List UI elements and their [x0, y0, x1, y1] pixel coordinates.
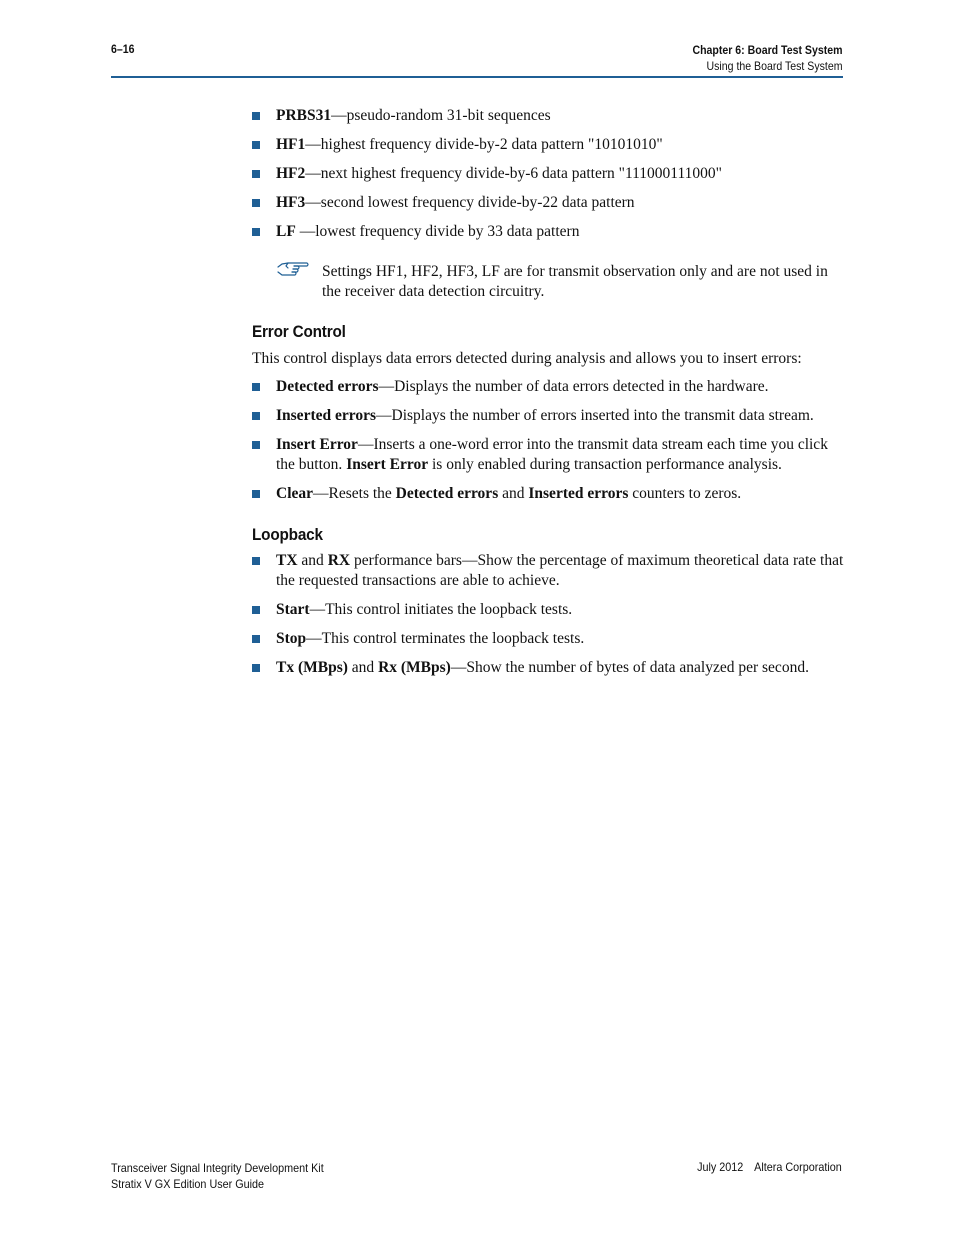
footer-line-2: Stratix V GX Edition User Guide — [111, 1177, 265, 1191]
footer-line-1: Transceiver Signal Integrity Development Kit — [111, 1161, 324, 1175]
header-rule — [111, 76, 843, 78]
bullet-icon — [252, 141, 260, 149]
error-control-list — [252, 377, 844, 504]
pointing-hand-icon — [276, 259, 310, 281]
footer-date: July 2012 — [697, 1160, 744, 1174]
description: —pseudo-random 31-bit sequences — [331, 107, 551, 124]
loopback-list — [252, 551, 844, 678]
term: Detected errors — [395, 485, 499, 502]
list-item — [252, 629, 844, 649]
footer-company: Altera Corporation — [754, 1160, 842, 1174]
description: —This control terminates the loopback tests. — [306, 630, 585, 647]
term: Rx (MBps) — [378, 659, 451, 676]
term: Tx (MBps) — [276, 659, 348, 676]
bullet-icon — [252, 557, 260, 565]
list-item — [252, 484, 844, 504]
section-heading-loopback: Loopback — [252, 525, 323, 544]
list-item — [252, 377, 844, 397]
description: —Resets the — [313, 485, 396, 502]
description: —lowest frequency divide by 33 data pattern — [295, 223, 580, 240]
description: —second lowest frequency divide-by-22 data pattern — [305, 194, 635, 211]
description: —Displays the number of errors inserted into the transmit data stream. — [376, 407, 814, 424]
bullet-icon — [252, 228, 260, 236]
term: Stop — [276, 630, 307, 647]
term: HF2 — [276, 165, 306, 182]
term: Insert Error — [346, 456, 429, 473]
description: and — [297, 552, 328, 569]
page-number: 6–16 — [111, 42, 135, 56]
bullet-icon — [252, 412, 260, 420]
term: TX — [276, 552, 298, 569]
bullet-icon — [252, 664, 260, 672]
description: and — [498, 485, 529, 502]
term: RX — [327, 552, 351, 569]
description: —Inserts a one-word error into the transmit data stream each time you click the button. — [276, 436, 828, 473]
description: performance bars—Show the percentage of maximum theoretical data rate that the requested transactions are able to achieve. — [276, 552, 844, 589]
list-item — [252, 106, 844, 126]
section-intro: This control displays data errors detected during analysis and allows you to insert errors: — [252, 350, 802, 367]
pattern-list — [252, 106, 844, 242]
bullet-icon — [252, 441, 260, 449]
chapter-title: Chapter 6: Board Test System — [691, 43, 842, 57]
list-item — [252, 658, 844, 678]
description: —next highest frequency divide-by-6 data pattern "111000111000" — [305, 165, 722, 182]
section-title: Using the Board Test System — [706, 59, 842, 73]
list-item — [252, 600, 844, 620]
bullet-icon — [252, 490, 260, 498]
bullet-icon — [252, 112, 260, 120]
page-body — [252, 106, 844, 678]
term: Clear — [276, 485, 314, 502]
section-heading-error-control: Error Control — [252, 322, 346, 341]
description: counters to zeros. — [628, 485, 742, 502]
list-item — [252, 135, 844, 155]
running-header — [692, 42, 842, 74]
term: LF — [276, 223, 296, 240]
description: —Show the number of bytes of data analyzed per second. — [450, 659, 809, 676]
list-item — [252, 164, 844, 184]
note-text: Settings HF1, HF2, HF3, LF are for transmit observation only and are not used in the receiver data detection circuitry. — [322, 263, 828, 300]
description: —highest frequency divide-by-2 data pattern "10101010" — [305, 136, 663, 153]
bullet-icon — [252, 170, 260, 178]
note — [276, 262, 844, 302]
footer-document-title — [111, 1160, 324, 1192]
term: Insert Error — [276, 436, 358, 453]
term: Start — [276, 601, 310, 618]
term: PRBS31 — [276, 107, 332, 124]
term: Inserted errors — [528, 485, 629, 502]
footer-meta — [697, 1160, 842, 1174]
description: —This control initiates the loopback tests. — [309, 601, 573, 618]
list-item — [252, 193, 844, 213]
list-item — [252, 435, 844, 475]
list-item — [252, 222, 844, 242]
term: Detected errors — [276, 378, 379, 395]
description: and — [347, 659, 379, 676]
bullet-icon — [252, 606, 260, 614]
list-item — [252, 406, 844, 426]
description: is only enabled during transaction performance analysis. — [428, 456, 782, 473]
description: —Displays the number of data errors detected in the hardware. — [378, 378, 769, 395]
bullet-icon — [252, 383, 260, 391]
list-item — [252, 551, 844, 591]
bullet-icon — [252, 635, 260, 643]
term: HF3 — [276, 194, 306, 211]
term: HF1 — [276, 136, 306, 153]
bullet-icon — [252, 199, 260, 207]
term: Inserted errors — [276, 407, 377, 424]
